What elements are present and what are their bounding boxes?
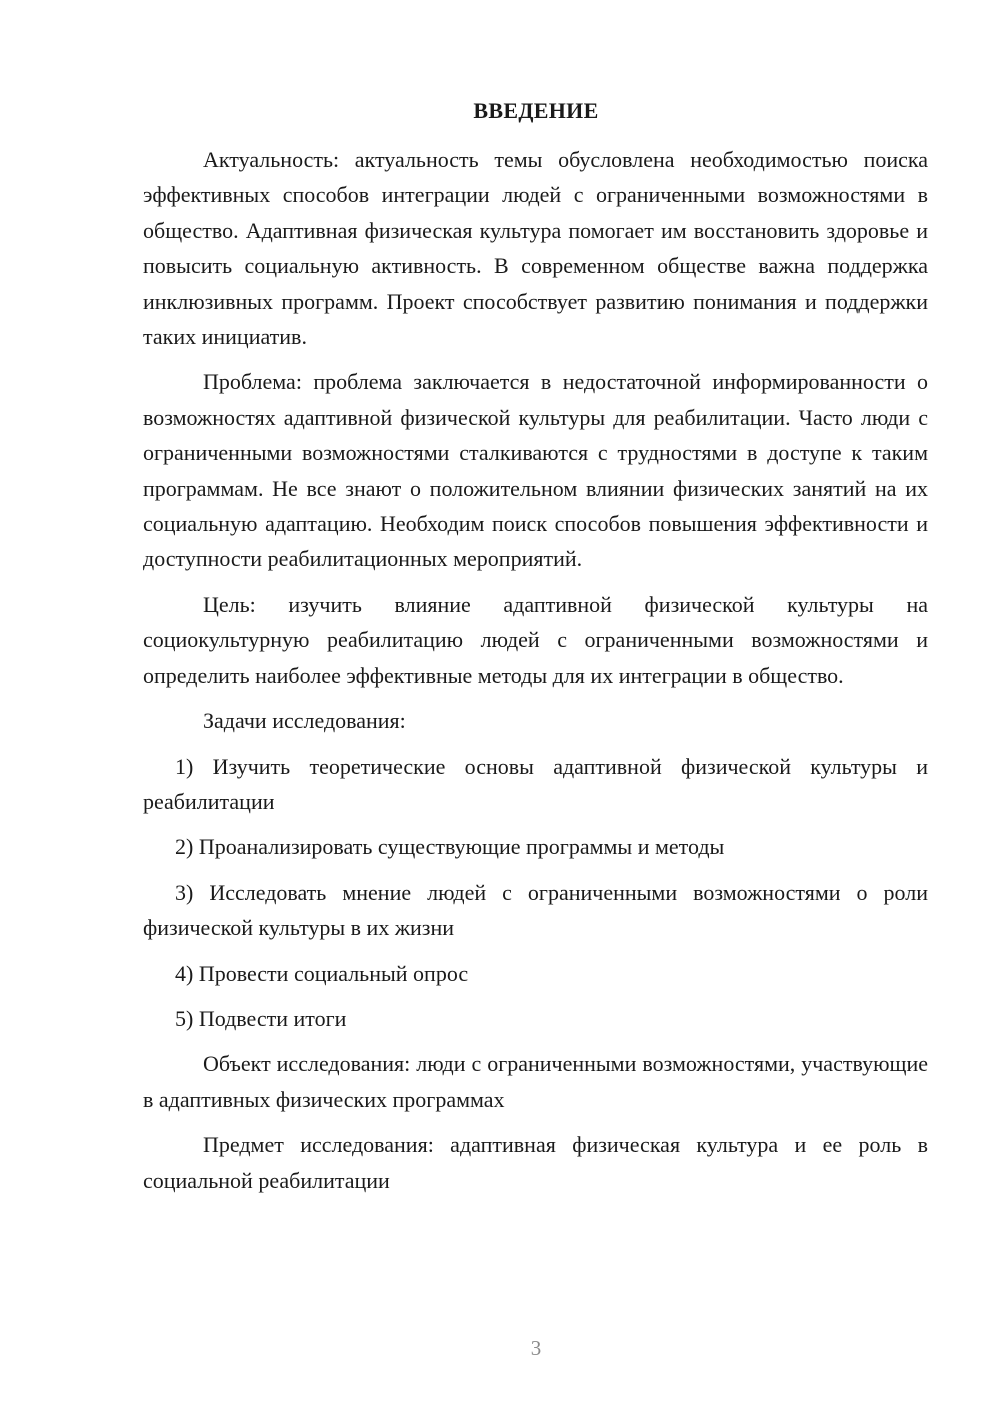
document-body — [143, 142, 928, 1208]
page-title: ВВЕДЕНИЕ — [473, 98, 599, 123]
list-item: 5) Подвести итоги — [175, 1005, 347, 1031]
page-number: 3 — [530, 1336, 542, 1360]
list-item: 3) Исследовать мнение людей с ограниченными возможностями о роли физической культуры в их жизни — [143, 879, 928, 941]
list-item: 2) Проанализировать существующие программы и методы — [175, 834, 725, 860]
problem-paragraph: Проблема: проблема заключается в недостаточной информированности о возможностях адаптивной физической культуры для реабилитации. Часто люди с ограниченными возможностями сталкиваются с трудностями в доступе к таким программам. Не все знают о положительном влиянии физических занятий на их социальную адаптацию. Необходим поиск способов повышения эффективности и доступности реабилитационных мероприятий. — [143, 369, 928, 572]
relevance-paragraph: Актуальность: актуальность темы обусловлена необходимостью поиска эффективных способов интеграции людей с ограниченными возможностями в общество. Адаптивная физическая культура помогает им восстановить здоровье и повысить социальную активность. В современном обществе важна поддержка инклюзивных программ. Проект способствует развитию понимания и поддержки таких инициатив. — [143, 147, 928, 350]
list-item: 1) Изучить теоретические основы адаптивной физической культуры и реабилитации — [143, 753, 928, 814]
subject-paragraph: Предмет исследования: адаптивная физическая культура и ее роль в социальной реабилитации — [143, 1132, 928, 1193]
tasks-heading: Задачи исследования: — [203, 708, 406, 734]
object-paragraph: Объект исследования: люди с ограниченными возможностями, участвующие в адаптивных физических программах — [143, 1051, 928, 1112]
tasks-list — [143, 749, 928, 1037]
goal-paragraph: Цель: изучить влияние адаптивной физической культуры на социокультурную реабилитацию людей с ограниченными возможностями и определить наиболее эффективные методы для их интеграции в общество. — [143, 591, 928, 688]
list-item: 4) Провести социальный опрос — [175, 960, 469, 986]
